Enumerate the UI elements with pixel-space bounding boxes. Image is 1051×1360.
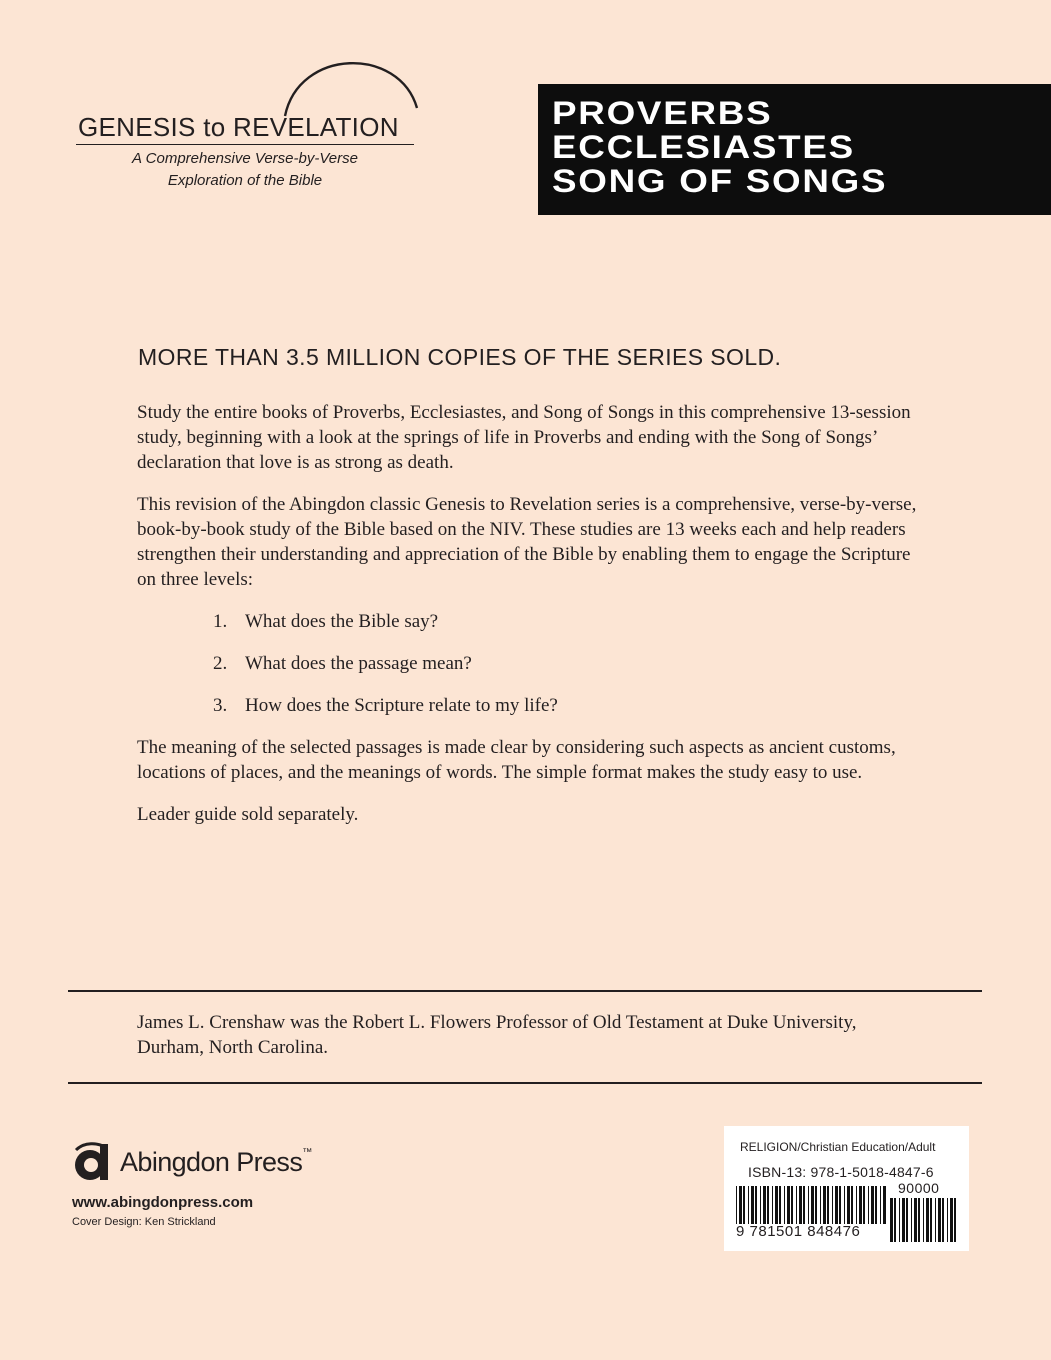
addon-barcode-icon [890,1198,958,1242]
description [137,400,927,844]
description-paragraph-1: Study the entire books of Proverbs, Ecclesiastes, and Song of Songs in this comprehensive 13-session study, beginning with a look at the springs of life in Proverbs and ending with the Song of Songs’ declaration that love is as strong as death. [137,402,911,473]
publisher-logo [72,1140,312,1184]
barcode-box [724,1126,969,1251]
author-bio: James L. Crenshaw was the Robert L. Flowers Professor of Old Testament at Duke University, Durham, North Carolina. [137,1012,857,1058]
book-title-line-1: PROVERBS [552,95,773,131]
list-item-text: What does the passage mean? [245,653,472,674]
series-divider [76,144,414,145]
list-item-number: 3. [213,695,228,716]
study-levels-list [137,609,927,718]
list-item [213,693,927,718]
series-arc-icon [279,58,429,118]
series-tagline-line-2: Exploration of the Bible [167,172,323,189]
list-item [213,651,927,676]
barcode-addon-digits: 90000 [898,1180,940,1196]
book-title-line-2: ECCLESIASTES [552,129,855,165]
series-tagline [76,148,414,192]
publisher-name [120,1147,312,1178]
list-item-number: 1. [213,611,228,632]
series-title: GENESIS to REVELATION [78,112,399,142]
barcode-isbn: ISBN-13: 978-1-5018-4847-6 [748,1164,934,1180]
list-item-text: What does the Bible say? [245,611,439,632]
cover-design-credit: Cover Design: Ken Strickland [72,1216,216,1228]
publisher-block [72,1140,312,1228]
publisher-name-text: Abingdon Press [120,1146,303,1177]
series-logo [76,58,421,198]
trademark-symbol: ™ [302,1146,312,1158]
publisher-url: www.abingdonpress.com [72,1194,254,1211]
book-title-box [538,84,1051,215]
list-item-text: How does the Scripture relate to my life? [245,695,558,716]
sales-headline: MORE THAN 3.5 MILLION COPIES OF THE SERIES SOLD. [138,344,782,370]
divider-bottom [68,1082,982,1084]
abingdon-logo-icon [72,1140,116,1184]
barcode-category: RELIGION/Christian Education/Adult [740,1140,936,1154]
list-item-number: 2. [213,653,228,674]
list-item [213,609,927,634]
description-paragraph-3: The meaning of the selected passages is made clear by considering such aspects as ancient customs, locations of places, and the meanings of words. The simple format makes the study easy to use. [137,737,896,783]
description-paragraph-4: Leader guide sold separately. [137,804,359,825]
barcode-digits: 9 781501 848476 [736,1223,861,1240]
ean-barcode-icon [736,1186,886,1224]
book-title-line-3: SONG OF SONGS [552,163,888,199]
description-paragraph-2: This revision of the Abingdon classic Genesis to Revelation series is a comprehensive, verse-by-verse, book-by-book study of the Bible based on the NIV. These studies are 13 weeks each and help readers strengthen their understanding and appreciation of the Bible by enabling them to engage the Scripture on three levels: [137,494,917,590]
divider-top [68,990,982,992]
series-tagline-line-1: A Comprehensive Verse-by-Verse [132,150,358,167]
